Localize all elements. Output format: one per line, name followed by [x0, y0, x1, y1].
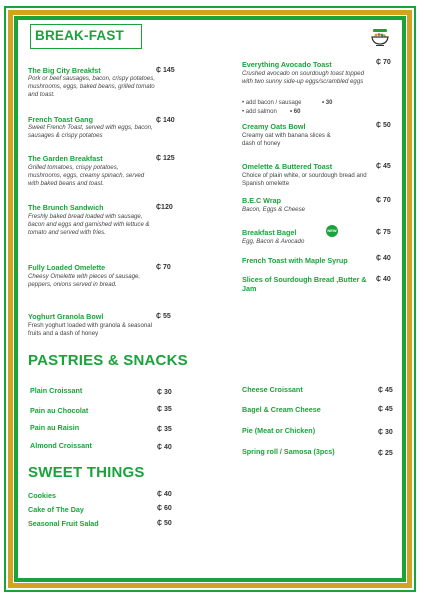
menu-item-name: Pain au Chocolat [30, 406, 89, 415]
menu-item-name: Cake of The Day [28, 505, 84, 514]
menu-item-name: Cookies [28, 491, 56, 500]
menu-item-price: ₵ 75 [376, 229, 391, 236]
menu-item-desc: Fresh yoghurt loaded with granola & seasonal fruits and a dash of honey [28, 322, 152, 338]
new-badge: NEW [326, 225, 338, 237]
menu-item-name: Cheese Croissant [242, 385, 303, 394]
menu-item-price: ₵ 35 [157, 406, 172, 413]
breakfast-title: BREAK-FAST [30, 24, 142, 49]
menu-item-price: ₵ 125 [156, 155, 175, 162]
menu-item-price: ₵ 40 [376, 276, 391, 283]
menu-item-price: ₵ 40 [157, 491, 172, 498]
menu-item-desc: Egg, Bacon & Avocado [242, 238, 305, 245]
menu-item-price: ₵ 60 [157, 505, 172, 512]
menu-item-price: ₵ 45 [376, 163, 391, 170]
menu-item-desc: Crushed avocado on sourdough toast topped with two sunny side-up eggs/scrambled eggs [242, 70, 364, 86]
menu-item-price: ₵ 45 [378, 406, 393, 413]
menu-item-desc: Grilled tomatoes, crispy potatoes, mushrooms, eggs, creamy spinach, served with baked beans and toast. [28, 164, 145, 188]
menu-item-name: Everything Avocado Toast [242, 60, 332, 69]
menu-item-price: ₵120 [156, 204, 173, 211]
menu-item-desc: Choice of plain white, or sourdough bread and Spanish omelette [242, 172, 367, 188]
menu-item-name: The Brunch Sandwich [28, 203, 104, 212]
menu-item-desc: Creamy oat with banana slices & dash of honey [242, 132, 331, 148]
menu-item-name: Slices of Sourdough Bread ,Butter & Jam [242, 275, 367, 293]
menu-item-price: ₵ 55 [156, 313, 171, 320]
menu-item-name: French Toast Gang [28, 115, 93, 124]
menu-item-price: ₵ 145 [156, 67, 175, 74]
menu-item-price: ₵ 70 [376, 59, 391, 66]
menu-item-price: ₵ 40 [157, 444, 172, 451]
menu-item-price: ₵ 30 [378, 429, 393, 436]
menu-item-price: ₵ 70 [156, 264, 171, 271]
menu-item-price: ₵ 30 [157, 389, 172, 396]
menu-item-price: ₵ 140 [156, 117, 175, 124]
menu-item-name: Bagel & Cream Cheese [242, 405, 321, 414]
menu-item-name: Spring roll / Samosa (3pcs) [242, 447, 335, 456]
menu-item-name: Plain Croissant [30, 386, 83, 395]
menu-item-name: Seasonal Fruit Salad [28, 519, 99, 528]
menu-item-name: Omelette & Buttered Toast [242, 162, 333, 171]
inner-border [14, 16, 406, 582]
sweet-title: SWEET THINGS [28, 464, 145, 481]
menu-item-price: ₵ 25 [378, 450, 393, 457]
menu-item-desc: Cheesy Omelette with pieces of sausage, peppers, onions served in bread. [28, 273, 141, 289]
menu-item-name: Creamy Oats Bowl [242, 122, 306, 131]
menu-item-name: The Big City Breakfst [28, 66, 101, 75]
menu-item-desc: Pork or beef sausages, bacon, crispy potatoes, mushrooms, eggs, baked beans, grilled tomato and toast. [28, 75, 156, 99]
menu-item-name: Pie (Meat or Chicken) [242, 426, 316, 435]
menu-item-desc: Sweet French Toast, served with eggs, bacon, sausages & crispy potatoes [28, 124, 153, 140]
addon-label: • add bacon / sausage [242, 100, 302, 106]
menu-item-name: B.E.C Wrap [242, 196, 282, 205]
addon-price: • 60 [290, 109, 301, 115]
pastries-title: PASTRIES & SNACKS [28, 352, 188, 369]
menu-item-price: ₵ 50 [376, 122, 391, 129]
addon-price: • 30 [322, 100, 333, 106]
menu-item-name: Fully Loaded Omelette [28, 263, 106, 272]
menu-item-name: Breakfast Bagel [242, 228, 297, 237]
menu-item-price: ₵ 70 [376, 197, 391, 204]
menu-item-name: Pain au Raisin [30, 423, 80, 432]
menu-item-price: ₵ 35 [157, 426, 172, 433]
menu-item-desc: Bacon, Eggs & Cheese [242, 206, 306, 213]
menu-item-name: French Toast with Maple Syrup [242, 256, 348, 265]
bowl-icon [370, 27, 390, 47]
menu-item-name: The Garden Breakfast [28, 154, 103, 163]
menu-item-price: ₵ 40 [376, 255, 391, 262]
menu-item-price: ₵ 50 [157, 520, 172, 527]
menu-item-name: Yoghurt Granola Bowl [28, 312, 104, 321]
addon-label: • add salmon [242, 109, 277, 115]
menu-item-price: ₵ 45 [378, 387, 393, 394]
menu-item-name: Almond Croissant [30, 441, 92, 450]
menu-item-desc: Freshly baked bread loaded with sausage, bacon and eggs and garnished with lettuce & tomato and served with fries. [28, 213, 150, 237]
